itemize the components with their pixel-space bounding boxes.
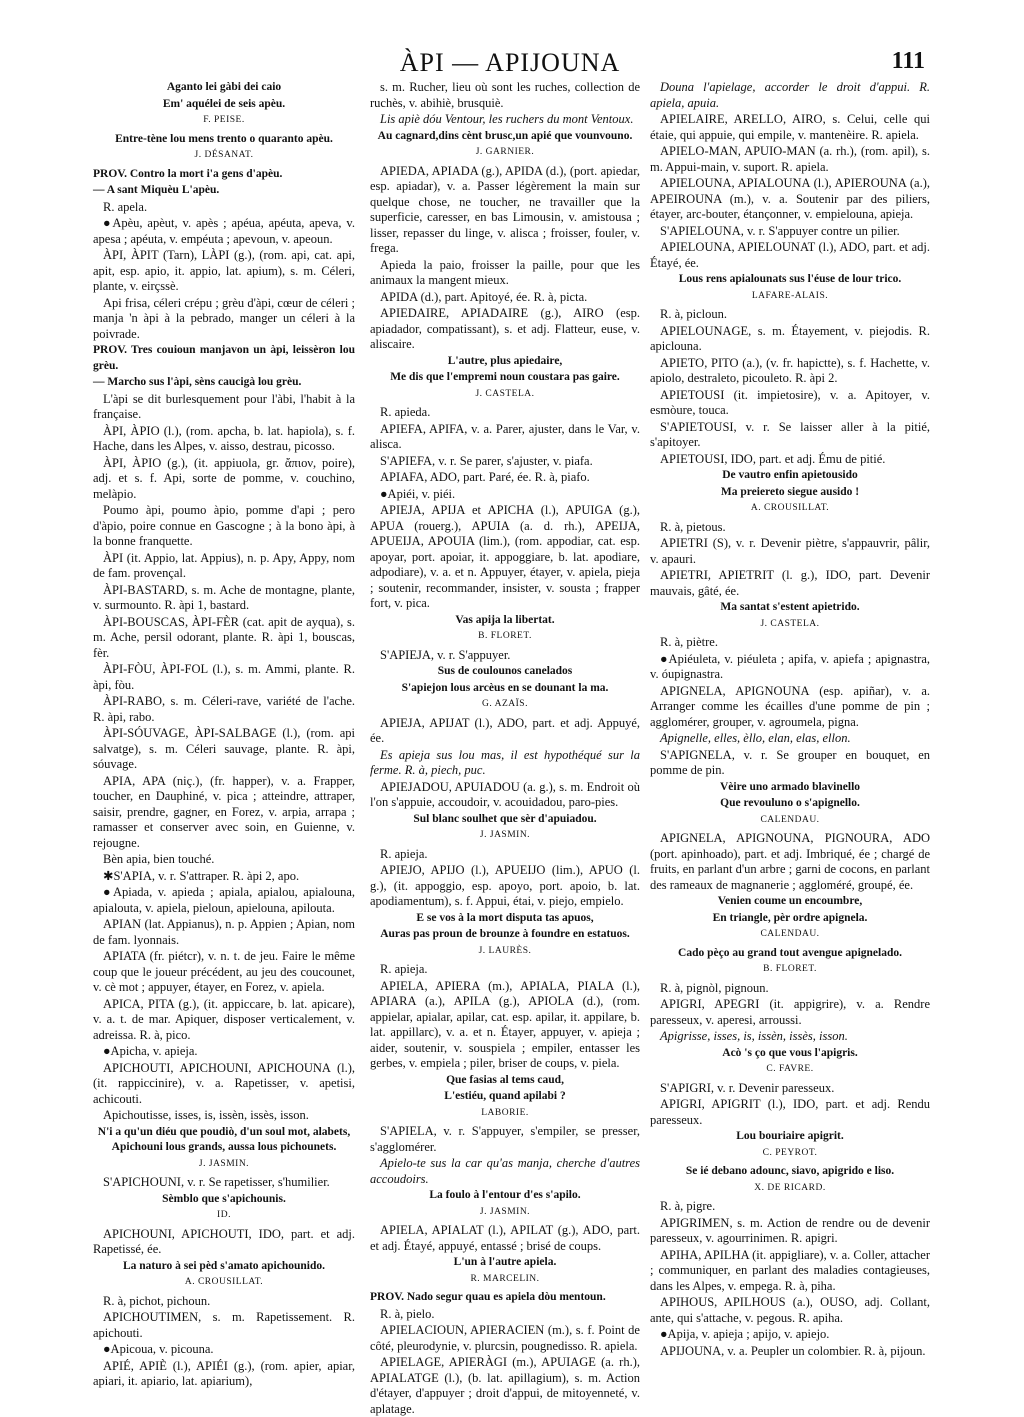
quoted-verse: Acò 's ço que vous l'apigris.	[722, 1046, 858, 1059]
quote-source: X. DE RICARD.	[754, 1182, 826, 1193]
dictionary-entry: APIGNELA, APIGNOUNA, PIGNOURA, ADO (port. apinhoado), part. et adj. Imbriqué, ée ; chargé de fruits, en parlant d'un arbre ; garni de cocons, en parlant des rameaux de magnanerie ; aggloméré, groupé, ée.	[650, 831, 930, 892]
dictionary-entry: APICHOUTI, APICHOUNI, APICHOUNA (l.), (it. rappiccinire), v. a. Rapetisser, v. apetisi, achicouti.	[93, 1060, 355, 1106]
quote-source: J. JASMIN.	[198, 1158, 250, 1169]
quoted-verse: S'apiejon lous arcèus en se dounant la ma.	[401, 681, 609, 694]
dictionary-entry: APIETRI, APIETRIT (l. g.), IDO, part. Devenir mauvais, gâté, ée.	[650, 568, 930, 598]
dictionary-entry: R. à, pignòl, pignoun.	[660, 980, 769, 995]
dictionary-entry: ●Apiada, v. apieda ; apiala, apialou, apialouna, apialouta, v. apiela, pieloun, apielouna, apilouta.	[93, 885, 355, 915]
dictionary-entry: Apielo-te sus la car qu'as manja, cherche d'autres accoudoirs.	[370, 1156, 640, 1186]
dictionary-entry: ÀPI-RABO, s. m. Céleri-rave, variété de l'ache. R. àpi, rabo.	[93, 694, 355, 724]
dictionary-entry: APIEDA, APIADA (g.), APIDA (d.), (port. apiedar, esp. apiadar), v. a. Passer légèrement la main sur quelque chose, ne toucher, ne travailler que la superficie, caresser, en bas Limousin, v. amistousa ; lisser, repasser du linge, v. alisca ; froisser, fouler, v. frega.	[370, 163, 640, 255]
quoted-verse: Ma preiereto siegue ausido !	[720, 485, 860, 498]
dictionary-entry: Apieda la paio, froisser la paille, pour que les animaux la mangent mieux.	[370, 257, 640, 287]
dictionary-entry: APIGNELA, APIGNOUNA (esp. apiñar), v. a. Arranger comme les écailles d'une pomme de pin ; agglomérer, grouper, v. agroumela, pigna.	[650, 683, 930, 729]
dictionary-entry: Api frisa, céleri crépu ; grèu d'àpi, cœur de céleri ; manja 'n àpi à la pebrado, manger un céleri à la poivrade.	[93, 295, 355, 341]
quoted-verse: Me dis que l'empremi noun coustara pas gaire.	[390, 371, 620, 383]
quote-source: CALENDAU.	[760, 929, 820, 939]
quote-source: LABORIE.	[481, 1107, 529, 1118]
quoted-verse: Auras pas proun de brounze à foundre en estatuos.	[380, 928, 630, 940]
proverb: PROV. Tres couioun manjavon un àpi, leissèron lou grèu.	[93, 344, 355, 372]
dictionary-entry: ●Apija, v. apieja ; apijo, v. apiejo.	[660, 1327, 830, 1341]
quote-source: J. LAURÈS.	[478, 945, 532, 956]
dictionary-entry: R. apieda.	[380, 405, 431, 419]
quoted-verse: Aganto lei gàbi dei caio	[166, 81, 282, 93]
dictionary-entry: APIHOUS, APILHOUS (a.), OUSO, adj. Collant, ante, qui s'attache, v. pegous. R. apiha.	[650, 1295, 930, 1325]
dictionary-entry: ÀPI-SÓUVAGE, ÀPI-SALBAGE (l.), (rom. api salvatge), s. m. Céleri sauvage, plante. R. àpi, sóuvage.	[93, 726, 355, 771]
dictionary-entry: APIGRIMEN, s. m. Action de rendre ou de devenir paresseux, v. agourrinimen. R. apigri.	[650, 1215, 930, 1245]
dictionary-entry: APIETRI (S), v. r. Devenir piètre, s'appauvrir, pâlir, v. apauri.	[650, 536, 930, 566]
page-header	[95, 48, 925, 78]
dictionary-entry: APIA, APA (niç.), (fr. happer), v. a. Frapper, toucher, en Dauphiné, v. pica ; atteindre, attraper, saisir, prendre, gagner, en Forez, v. arpia, arrapa ; ramasser et conserver avec soin, en Guienne, v. rejougne.	[93, 773, 355, 850]
quote-source: LAFARE-ALAIS.	[751, 290, 829, 301]
quoted-verse: Sul blanc soulhet que sèr d'apuiadou.	[413, 812, 597, 825]
dictionary-entry: R. apela.	[103, 199, 148, 214]
dictionary-entry: S'APIGNELA, v. r. Se grouper en bouquet, en pomme de pin.	[650, 747, 930, 777]
proverb: — A sant Miquèu L'apèu.	[93, 184, 220, 196]
dictionary-entry: S'APIGRI, v. r. Devenir paresseux.	[660, 1080, 835, 1095]
dictionary-entry: Apichoutisse, isses, is, issèn, issès, isson.	[103, 1108, 309, 1122]
quote-source: CALENDAU.	[760, 814, 820, 825]
dictionary-entry: ●Apiéi, v. piéi.	[380, 486, 456, 501]
quoted-verse: Vèire uno armado blavinello	[719, 780, 861, 793]
dictionary-entry: APIGRI, APEGRI (it. appigrire), v. a. Rendre paresseux, v. aperesi, arroussi.	[650, 997, 930, 1027]
dictionary-entry: ●Apicha, v. apieja.	[103, 1044, 198, 1058]
dictionary-entry: R. à, pielo.	[380, 1306, 435, 1321]
quote-source: R. MARCELIN.	[470, 1273, 540, 1284]
dictionary-entry: R. à, piètre.	[660, 635, 718, 649]
quoted-verse: Que revouluno o s'apignello.	[720, 797, 860, 809]
dictionary-entry: ●Apèu, apèut, v. apès ; apéua, apéuta, apeva, v. apesa ; apéuta, v. empéuta ; apevoun, v. apeoun.	[93, 216, 355, 246]
quoted-verse: Sus de coulounos canelados	[437, 665, 573, 677]
quoted-verse: Vas apija la libertat.	[455, 613, 555, 626]
quoted-verse: Lous rens apialounats sus l'éuse de lour trico.	[678, 273, 902, 285]
dictionary-entry: L'àpi se dit burlesquement pour l'àbi, l'habit à la française.	[93, 391, 355, 421]
quoted-verse: L'autre, plus apiedaire,	[447, 354, 563, 367]
dictionary-entry: APIELAGE, APIERÀGI (m.), APUIAGE (a. rh.), APIALATGE (l.), (b. lat. apillagium), s. m. Action d'étayer, d'appuyer ; droit d'appui, de mitoyenneté, v. aplatage.	[370, 1355, 640, 1416]
dictionary-entry: Douna l'apielage, accorder le droit d'appui. R. apiela, apuia.	[650, 80, 930, 110]
quote-source: ID.	[217, 1210, 231, 1220]
dictionary-entry: S'APIELOUNA, v. r. S'appuyer contre un pilier.	[660, 223, 900, 238]
dictionary-entry: ●Apicoua, v. picouna.	[103, 1342, 214, 1356]
column-left	[93, 80, 355, 1388]
quoted-verse: Se ié debano adounc, siavo, apigrido e liso.	[685, 1165, 895, 1177]
dictionary-entry: ÀPI (it. Appio, lat. Appius), n. p. Apy, Appy, nom de fam. provençal.	[93, 550, 355, 580]
quoted-verse: E se vos à la mort disputa tas apuos,	[416, 911, 594, 924]
quote-source: C. PEYROT.	[762, 1147, 818, 1158]
dictionary-entry: APICHOUTIMEN, s. m. Rapetissement. R. apichouti.	[93, 1310, 355, 1340]
column-right	[650, 80, 930, 1358]
dictionary-entry: APIELAIRE, ARELLO, AIRO, s. Celui, celle qui étaie, qui appuie, qui empile, v. mantenèire. R. apiela.	[650, 112, 930, 142]
quoted-verse: Venien coume un encoumbre,	[717, 895, 863, 907]
dictionary-entry: APIEJADOU, APUIADOU (a. g.), s. m. Endroit où l'on s'appuie, accoudoir, v. acouidadou, paro-pies.	[370, 779, 640, 809]
dictionary-entry: S'APICHOUNI, v. r. Se rapetisser, s'humilier.	[103, 1175, 330, 1189]
dictionary-entry: S'APIELA, v. r. S'appuyer, s'empiler, se presser, s'agglomérer.	[370, 1124, 640, 1154]
dictionary-entry: S'APIETOUSI, v. r. Se laisser aller à la pitié, s'apitoyer.	[650, 419, 930, 449]
dictionary-entry: APIEJA, APIJA et APICHA (l.), APUIGA (g.), APUA (rouerg.), APUIA (a. d. rh.), APEIJA, APUEIJA, APOUIA (lim.), (rom. appodiar, cat. esp. apoyar, port. apoiar, it. appoggiare, b. lat. apodiare, adpodiare), v. a. et n. Appuyer, étayer, v. apiela, pieja ; soutenir, recommander, insister, v. sousta ; frapper fort, v. pica.	[370, 503, 640, 610]
dictionary-entry: S'APIEJA, v. r. S'appuyer.	[380, 647, 511, 662]
dictionary-entry: s. m. Rucher, lieu où sont les ruches, collection de ruchès, v. abihiè, brusquiè.	[370, 80, 640, 110]
quoted-verse: L'un à l'autre apiela.	[453, 1256, 557, 1268]
dictionary-entry: APIDA (d.), part. Apitoyé, ée. R. à, picta.	[380, 289, 588, 304]
quoted-verse: Que fasias al tems caud,	[446, 1073, 564, 1086]
dictionary-entry: APIELOUNA, APIALOUNA (l.), APIEROUNA (a.), APEIROUNA (m.), v. a. Soutenir par des piliers, étayer, arc-bouter, étançonner, v. empielouna, apieja.	[650, 176, 930, 221]
dictionary-entry: ÀPI-BOUSCAS, ÀPI-FÈR (cat. apit de ayqua), s. m. Ache, persil odorant, plante. R. àpi 1, bouscas, fèr.	[93, 614, 355, 660]
dictionary-entry: APIAN (lat. Appianus), n. p. Appien ; Apian, nom de fam. lyonnais.	[93, 917, 355, 947]
quote-source: J. CASTELA.	[475, 388, 535, 399]
dictionary-entry: APIETO, PITO (a.), (v. fr. hapictte), s. f. Hachette, v. apiolo, destraleto, picouleto. R. àpi 2.	[650, 355, 930, 385]
dictionary-entry: APIGRI, APIGRIT (l.), IDO, part. et adj. Rendu paresseux.	[650, 1097, 930, 1127]
proverb: — Marcho sus l'àpi, sèns caucigà lou grèu.	[93, 376, 302, 388]
quote-source: B. FLORET.	[763, 964, 817, 974]
dictionary-entry: ÀPI, ÀPIO (l.), (rom. apcha, b. lat. hapiola), s. f. Hache, dans les Alpes, v. aisso, destrau, picosso.	[93, 423, 355, 453]
dictionary-entry: R. apieja.	[380, 962, 428, 976]
dictionary-entry: APIÉ, APIÈ (l.), APIÉI (g.), (rom. apier, apiar, apiari, it. apiario, lat. apiarium),	[93, 1358, 355, 1388]
quoted-verse: Cado pèço au grand tout avengue apignelado.	[678, 946, 902, 959]
quoted-verse: En triangle, pèr ordre apignela.	[712, 911, 868, 924]
quote-source: J. JASMIN.	[479, 830, 531, 840]
quote-source: A. CROUSILLAT.	[184, 1277, 264, 1287]
quoted-verse: Au cagnard,dins cènt brusc,un apié que vounvouno.	[377, 129, 633, 142]
dictionary-entry: Poumo àpi, poumo àpio, pomme d'api ; pero d'àpio, poire connue en Gascogne ; à la bono àpi, à la bonne franquette.	[93, 503, 355, 548]
dictionary-entry: APIHA, APILHA (it. appigliare), v. a. Coller, attacher ; communiquer, en parlant des maladies contagieuses, dans les Alpes, v. empega. R. à, piha.	[650, 1247, 930, 1293]
dictionary-entry: APICHOUNI, APICHOUTI, IDO, part. et adj. Rapetissé, ée.	[93, 1226, 355, 1256]
dictionary-entry: APIELOUNAGE, s. m. Étayement, v. piejodis. R. apiclouna.	[650, 323, 930, 353]
dictionary-entry: APIEJO, APIJO (l.), APUEIJO (lim.), APUO (l. g.), (it. appoggio, esp. apoyo, port. apoio, b. lat. apodiamentum), s. f. Appui, étai, v. piejo, empielo.	[370, 863, 640, 908]
quoted-verse: Em' aquélei de seis apèu.	[162, 97, 286, 110]
column-middle	[370, 80, 640, 1416]
quoted-verse: La naturo à sei pèd s'amato apichounido.	[122, 1259, 326, 1272]
quoted-verse: Sèmblo que s'apichounis.	[162, 1192, 286, 1205]
dictionary-entry: R. à, picloun.	[660, 307, 728, 321]
quoted-verse: N'i a qu'un diéu que poudiò, d'un soul mot, alabets, Apichouni lous grands, aussa lous pichounets.	[97, 1125, 351, 1153]
dictionary-entry: ÀPI, ÀPIT (Tarn), LÀPI (g.), (rom. api, cat. api, apit, esp. apio, it. appio, lat. apium), s. m. Céleri, plante, v. eirçssè.	[93, 248, 355, 293]
dictionary-entry: APIELA, APIERA (m.), APIALA, PIALA (l.), APIARA (a.), APILA (g.), APIOLA (d.), (rom. appielar, apialar, apilar, cat. esp. apilar, it. appilare, b. lat. appillarc), v. a. et n. Étayer, appuyer, v. apieja ; aider, soutenir, v. souspiela ; empiler, entasser les gerbes, v. empiela ; piler, briser de coups, v. piela.	[370, 978, 640, 1070]
quote-source: J. JASMIN.	[479, 1206, 531, 1217]
dictionary-entry: R. à, pichot, pichoun.	[103, 1293, 211, 1308]
dictionary-entry: R. apieja.	[380, 846, 428, 861]
dictionary-entry: Es apieja sus lou mas, il est hypothéqué sur la ferme. R. à, piech, puc.	[370, 747, 640, 777]
quote-source: J. DÉSANAT.	[194, 150, 254, 160]
quoted-verse: Ma santat s'estent apietrido.	[720, 601, 860, 613]
dictionary-entry: Lis apiè dóu Ventour, les ruchers du mont Ventoux.	[380, 112, 634, 126]
quote-source: A. CROUSILLAT.	[750, 503, 830, 513]
dictionary-entry: APIELA, APIALAT (l.), APILAT (g.), ADO, part. et adj. Étayé, appuyé, entassé ; brisé de coups.	[370, 1223, 640, 1253]
dictionary-entry: APIAFA, ADO, part. Paré, ée. R. à, piafo.	[380, 470, 590, 484]
dictionary-entry: APIEFA, APIFA, v. a. Parer, ajuster, dans le Var, v. alisca.	[370, 421, 640, 451]
quote-source: J. CASTELA.	[760, 618, 820, 629]
quoted-verse: La foulo à l'entour d'es s'apilo.	[429, 1189, 581, 1201]
dictionary-entry: APIELOUNA, APIELOUNAT (l.), ADO, part. et adj. Étayé, ée.	[650, 240, 930, 270]
dictionary-entry: R. à, pietous.	[660, 519, 726, 534]
proverb: PROV. Contro la mort i'a gens d'apèu.	[93, 167, 283, 180]
quoted-verse: L'estiéu, quand apilabi ?	[444, 1090, 566, 1102]
dictionary-entry: APIELO-MAN, APUIO-MAN (a. rh.), (rom. apil), s. m. Appui-main, v. suport. R. apiela.	[650, 144, 930, 174]
dictionary-entry: APIATA (fr. piétcr), v. n. t. de jeu. Faire le même coup que le joueur précédent, au jeu des coucounet, v. cè mot ; appuyer, étayer, en Forez, v. apiela.	[93, 949, 355, 994]
quote-source: F. PEISE.	[203, 115, 245, 125]
dictionary-entry: Apignelle, elles, èllo, elan, elas, ellon.	[660, 731, 851, 745]
dictionary-entry: R. à, pigre.	[660, 1199, 716, 1213]
quote-source: J. GARNIER.	[475, 147, 535, 157]
dictionary-entry: S'APIEFA, v. r. Se parer, s'ajuster, v. piafa.	[380, 453, 593, 468]
dictionary-entry: ✱S'APIA, v. r. S'attraper. R. àpi 2, apo.	[103, 868, 300, 883]
quoted-verse: Lou bouriaire apigrit.	[736, 1130, 844, 1142]
dictionary-entry: APIETOUSI (it. impietosire), v. a. Apitoyer, v. esmòure, touca.	[650, 387, 930, 417]
running-title: ÀPI — APIJOUNA	[399, 48, 621, 77]
dictionary-entry: Bèn apia, bien touché.	[103, 852, 215, 866]
proverb: PROV. Nado segur quau es apiela dòu mentoun.	[370, 1291, 606, 1303]
dictionary-entry: ÀPI, ÀPIO (g.), (it. appiuola, gr. ἄπιον, poire), adj. et s. f. Api, sorte de pomme, v. couchino, melàpio.	[93, 455, 355, 501]
quoted-verse: De vautro enfin apietousido	[722, 469, 858, 481]
dictionary-entry: APIEJA, APIJAT (l.), ADO, part. et adj. Appuyé, ée.	[370, 715, 640, 745]
dictionary-entry: Apigrisse, isses, is, issèn, issès, isson.	[660, 1029, 848, 1043]
quote-source: B. FLORET.	[478, 631, 532, 641]
quoted-verse: Entre-tène lou mens trento o quaranto apèu.	[115, 132, 333, 145]
quote-source: G. AZAÏS.	[482, 699, 528, 709]
page-number: 111	[891, 48, 925, 74]
dictionary-entry: APIJOUNA, v. a. Peupler un colombier. R. à, pijoun.	[660, 1343, 926, 1358]
dictionary-entry: APIEDAIRE, APIADAIRE (g.), AIRO (esp. apiadador, compatissant), s. et adj. Flatteur, euse, v. aliscaire.	[370, 306, 640, 351]
dictionary-entry: APICA, PITA (g.), (it. appiccare, b. lat. apicare), v. a. t. de mar. Apiquer, disposer verticalement, v. adreissa. R. à, pico.	[93, 996, 355, 1042]
dictionary-entry: ●Apiéuleta, v. piéuleta ; apifa, v. apiefa ; apignastra, v. óupignastra.	[650, 651, 930, 681]
dictionary-entry: APIETOUSI, IDO, part. et adj. Ému de pitié.	[660, 451, 886, 466]
quote-source: C. FAVRE.	[766, 1064, 814, 1074]
dictionary-entry: ÀPI-BASTARD, s. m. Ache de montagne, plante, v. surmounto. R. àpi 1, bastard.	[93, 582, 355, 612]
dictionary-entry: ÀPI-FÒU, ÀPI-FOL (l.), s. m. Ammi, plante. R. àpi, fòu.	[93, 662, 355, 692]
dictionary-entry: APIELACIOUN, APIERACIEN (m.), s. f. Point de côté, pleurodynie, v. plurcsin, pougnedisso. R. apiela.	[370, 1323, 640, 1353]
